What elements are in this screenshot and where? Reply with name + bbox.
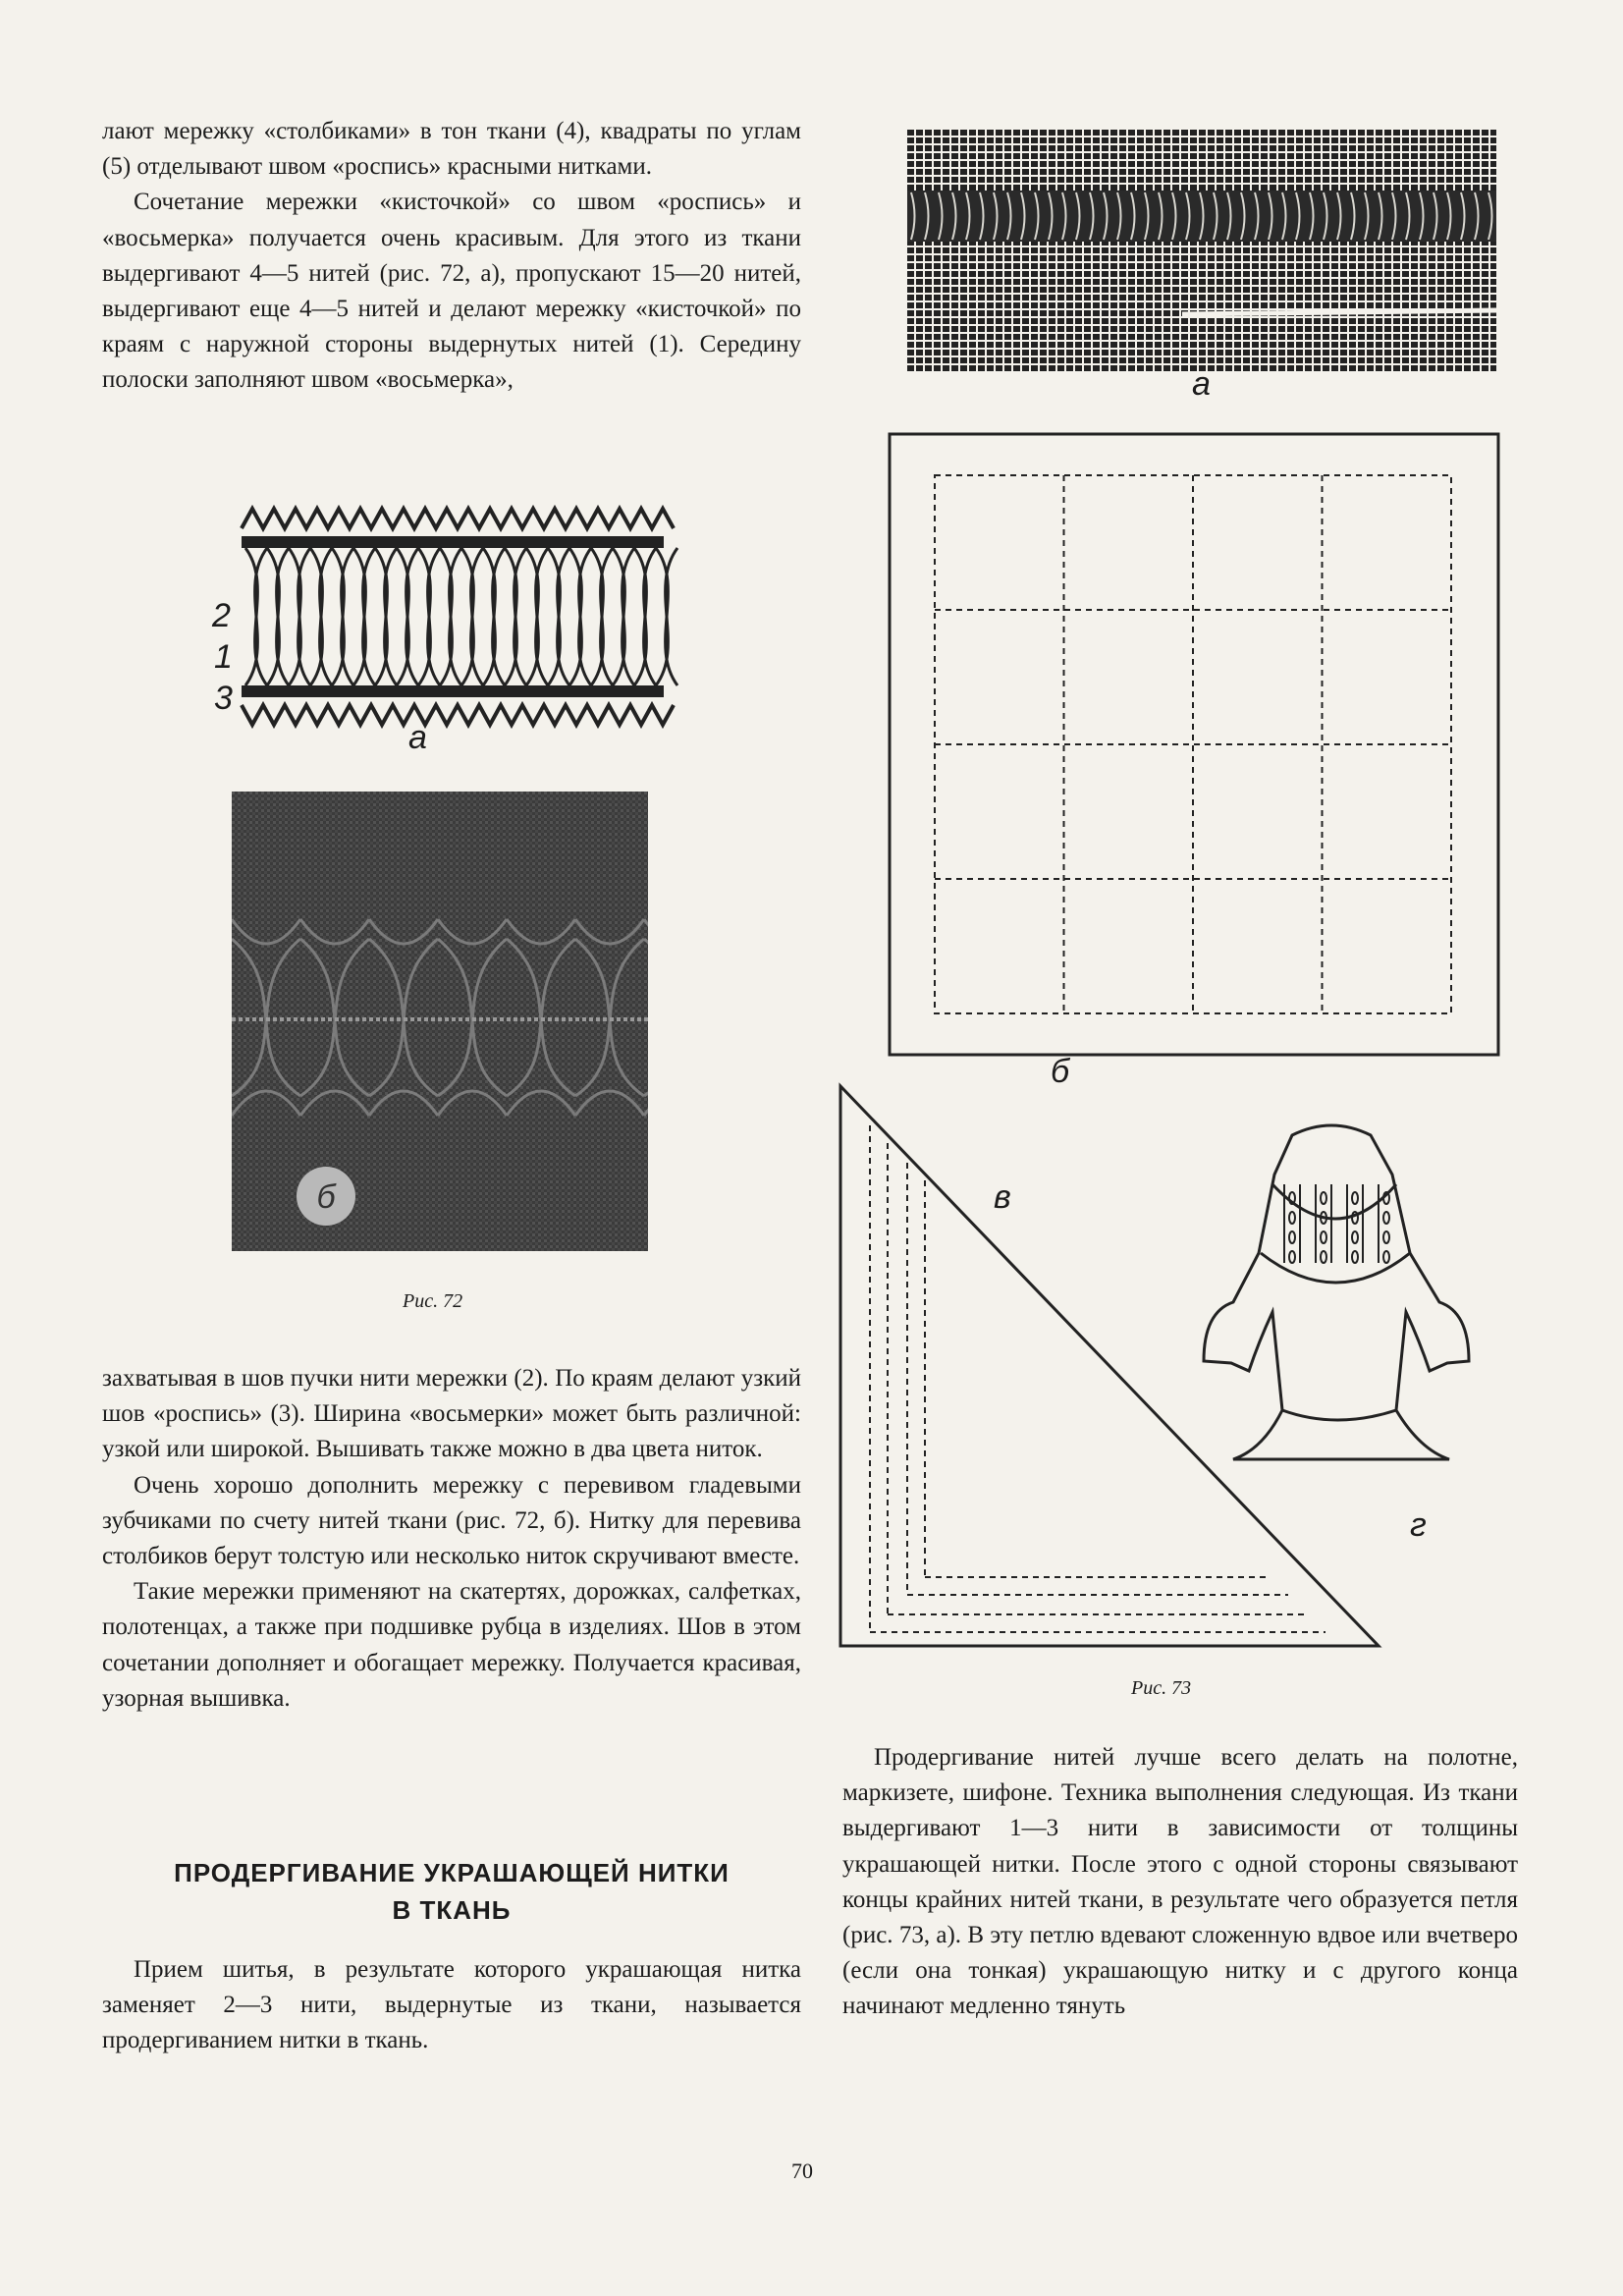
- fig72-label-b: б: [316, 1178, 336, 1216]
- left-paragraph-2: Сочетание мережки «кисточкой» со швом «роспись» и «восьмерка» получается очень красивым. Для этого из ткани выдергивают 4—5 нитей (рис. 72, а), пропускают 15—20 нитей, выдергивают еще 4—5 нитей и делают мережку «кисточкой» по краям с наружной стороны выдернутых нитей (1). Середину полоски заполняют швом «восьмерка»,: [102, 189, 801, 394]
- heading-line-1: ПРОДЕРГИВАНИЕ УКРАШАЮЩЕЙ НИТКИ: [174, 1858, 730, 1887]
- left-column-top: [102, 114, 801, 399]
- figure-72b-embroidery-photo: [232, 792, 648, 1251]
- figure-73b-tablecloth-grid: [888, 432, 1500, 1061]
- figure-72a-stitch-diagram: [232, 499, 683, 735]
- fig72-number-2: 2: [212, 597, 231, 634]
- fig73-label-v: в: [994, 1178, 1011, 1216]
- fig72-number-3: 3: [214, 680, 233, 717]
- figure-72-caption: Рис. 72: [403, 1290, 463, 1312]
- heading-line-2: В ТКАНЬ: [392, 1895, 512, 1925]
- right-column-text: [842, 1740, 1518, 2025]
- fig73-label-a: а: [1192, 365, 1211, 403]
- left-paragraph-6: Прием шитья, в результате которого украшающая нитка заменяет 2—3 нити, выдернутые из ткани, называется продергиванием нитки в ткань.: [102, 1956, 801, 2054]
- figure-73-caption: Рис. 73: [1131, 1677, 1192, 1699]
- fig73-label-b: б: [1051, 1053, 1070, 1090]
- left-paragraph-3: захватывая в шов пучки нити мережки (2). По краям делают узкий шов «роспись» (3). Ширина «восьмерки» может быть различной: узкой или широкой. Вышивать также можно в два цвета ниток.: [102, 1365, 801, 1463]
- left-paragraph-1: лают мережку «столбиками» в тон ткани (4), квадраты по углам (5) отделывают швом «роспись» красными нитками.: [102, 118, 801, 181]
- fig73-label-g: г: [1410, 1506, 1427, 1544]
- fig72-number-1: 1: [214, 638, 233, 676]
- fig72-label-a: а: [408, 719, 427, 756]
- right-paragraph-1: Продергивание нитей лучше всего делать на полотне, маркизете, шифоне. Техника выполнения следующая. Из ткани выдергивают 1—3 нити в зависимости от толщины украшающей нитки. После этого с одной стороны связывают концы крайних нитей ткани, в результате чего образуется петля (рис. 73, а). В эту петлю вдевают сложенную вдвое или вчетверо (если она тонкая) украшающую нитку и с другого конца начинают медленно тянуть: [842, 1744, 1518, 2020]
- figure-73a-fabric-band: [907, 130, 1496, 373]
- left-column-middle: [102, 1361, 801, 1717]
- left-paragraph-5: Такие мережки применяют на скатертях, дорожках, салфетках, полотенцах, а также при подшивке рубца в изделиях. Шов в этом сочетании дополняет и обогащает мережку. Получается красивая, узорная вышивка.: [102, 1578, 801, 1712]
- left-column-bottom: [102, 1952, 801, 2059]
- page-number: 70: [791, 2159, 813, 2183]
- figure-73g-blouse: [1174, 1116, 1498, 1479]
- section-heading: [102, 1854, 801, 1929]
- left-paragraph-4: Очень хорошо дополнить мережку с перевивом гладевыми зубчиками по счету нитей ткани (рис. 72, б). Нитку для перевива столбиков берут толстую или несколько ниток скручивают вместе.: [102, 1471, 801, 1570]
